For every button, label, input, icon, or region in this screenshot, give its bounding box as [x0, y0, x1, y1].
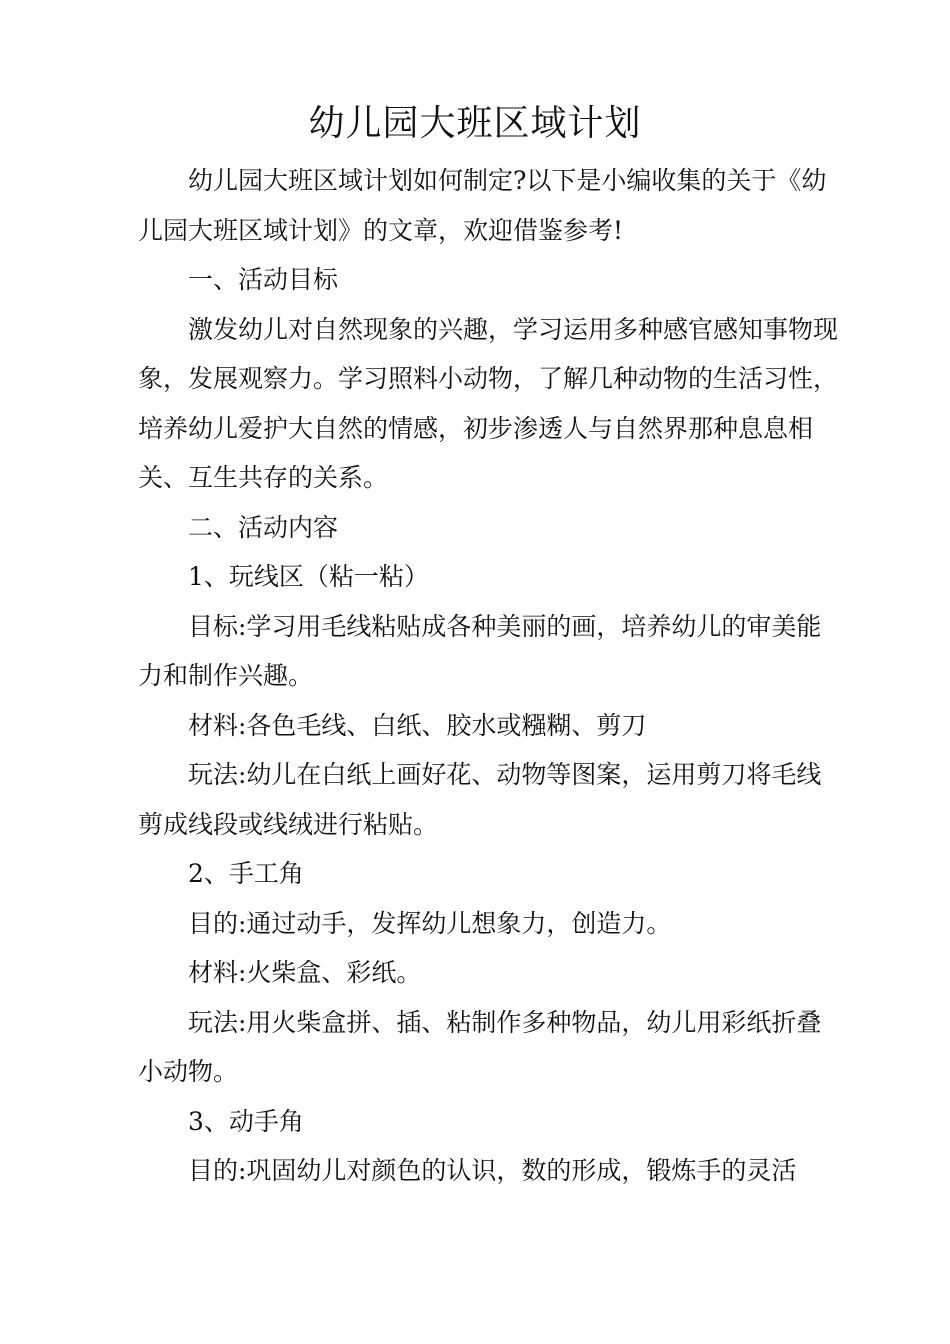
subheading-yarn-area: 1、玩线区（粘一粘）	[188, 562, 429, 591]
paragraph-hands-on-purpose: 目的:巩固幼儿对颜色的认识，数的形成，锻炼手的灵活	[188, 1156, 797, 1185]
subheading-hands-on-corner: 3、动手角	[188, 1106, 304, 1136]
heading-activity-goal: 一、活动目标	[188, 265, 339, 294]
paragraph-intro: 幼儿园大班区域计划如何制定?以下是小编收集的关于《幼儿园大班区域计划》的文章，欢迎借鉴参考!	[138, 166, 827, 245]
paragraph-handcraft-purpose: 目的:通过动手，发挥幼儿想象力，创造力。	[188, 908, 672, 938]
paragraph-handcraft-play: 玩法:用火柴盒拼、插、粘制作多种物品，幼儿用彩纸折叠小动物。	[138, 1007, 822, 1086]
paragraph-yarn-materials: 材料:各色毛线、白纸、胶水或糨糊、剪刀	[188, 710, 647, 740]
paragraph-yarn-goal: 目标:学习用毛线粘贴成各种美丽的画，培养幼儿的审美能力和制作兴趣。	[138, 611, 822, 690]
paragraph-activity-goal: 激发幼儿对自然现象的兴趣，学习运用多种感官感知事物现象，发展观察力。学习照料小动物，了解几种动物的生活习性，培养幼儿爱护大自然的情感，初步渗透人与自然界那种息息相关、互生共存的关系。	[138, 314, 839, 492]
document-title: 幼儿园大班区域计划	[308, 103, 642, 144]
document-body	[138, 156, 838, 1196]
paragraph-yarn-play: 玩法:幼儿在白纸上画好花、动物等图案，运用剪刀将毛线剪成线段或线绒进行粘贴。	[138, 760, 822, 839]
paragraph-handcraft-materials: 材料:火柴盒、彩纸。	[188, 958, 422, 987]
heading-activity-content: 二、活动内容	[188, 512, 339, 542]
subheading-handcraft-corner: 2、手工角	[188, 859, 304, 888]
